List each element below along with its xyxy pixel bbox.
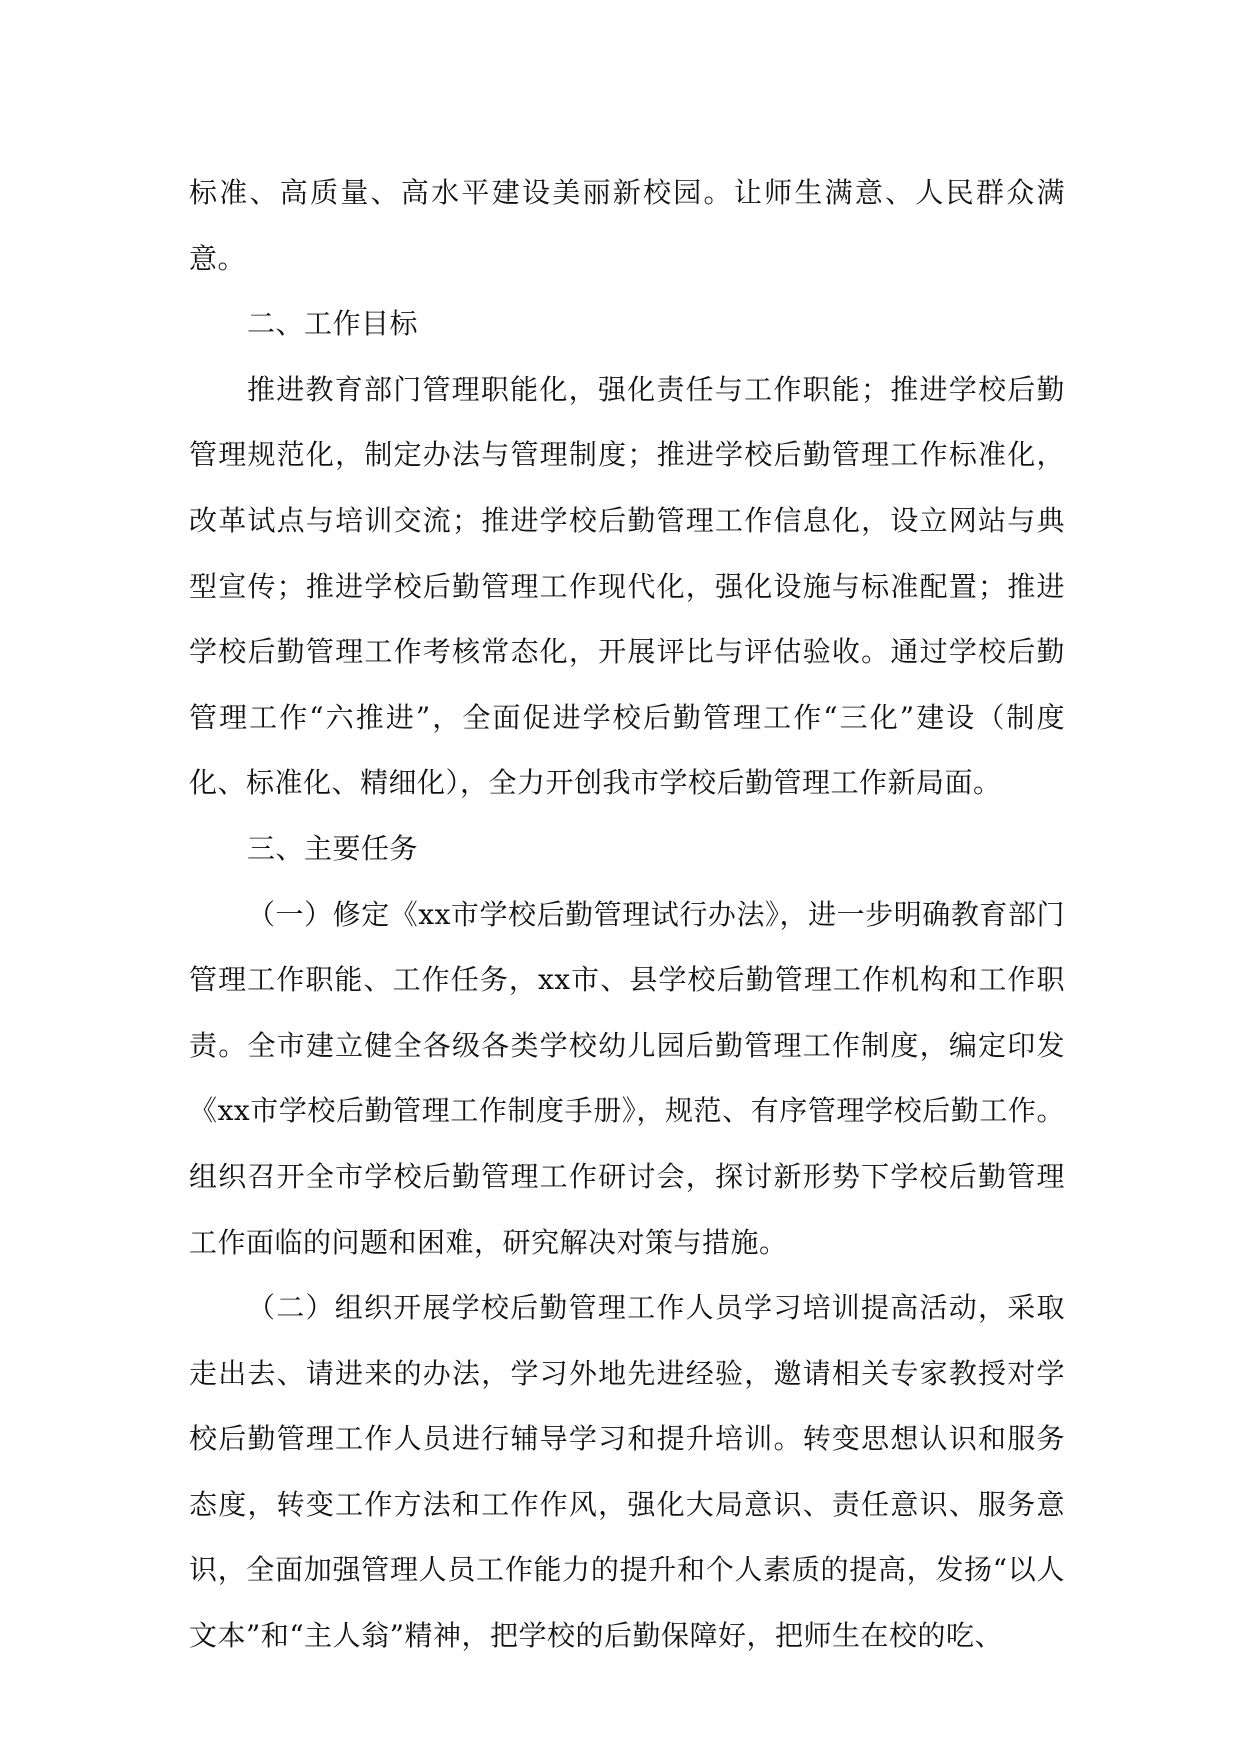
paragraph-continuation: 标准、高质量、高水平建设美丽新校园。让师生满意、人民群众满意。 <box>189 176 1065 275</box>
section-heading-tasks: 三、主要任务 <box>247 831 419 865</box>
paragraph-task-1: （一）修定《xx市学校后勤管理试行办法》，进一步明确教育部门管理工作职能、工作任务，xx市、县学校后勤管理工作机构和工作职责。全市建立健全各级各类学校幼儿园后勤管理工作制度，编定印发《xx市学校后勤管理工作制度手册》，规范、有序管理学校后勤工作。组织召开全市学校后勤管理工作研讨会，探讨新形势下学校后勤管理工作面临的问题和困难，研究解决对策与措施。 <box>189 897 1065 1259</box>
paragraph-goals: 推进教育部门管理职能化，强化责任与工作职能；推进学校后勤管理规范化，制定办法与管理制度；推进学校后勤管理工作标准化，改革试点与培训交流；推进学校后勤管理工作信息化，设立网站与典型宣传；推进学校后勤管理工作现代化，强化设施与标准配置；推进学校后勤管理工作考核常态化，开展评比与评估验收。通过学校后勤管理工作“六推进”，全面促进学校后勤管理工作“三化”建设（制度化、标准化、精细化），全力开创我市学校后勤管理工作新局面。 <box>189 372 1065 800</box>
paragraph-task-2: （二）组织开展学校后勤管理工作人员学习培训提高活动，采取走出去、请进来的办法，学习外地先进经验，邀请相关专家教授对学校后勤管理工作人员进行辅导学习和提升培训。转变思想认识和服务态度，转变工作方法和工作作风，强化大局意识、责任意识、服务意识，全面加强管理人员工作能力的提升和个人素质的提高，发扬“以人文本”和“主人翁”精神，把学校的后勤保障好，把师生在校的吃、 <box>189 1291 1065 1653</box>
section-heading-goals: 二、工作目标 <box>247 307 419 341</box>
document-body <box>189 160 1065 1669</box>
